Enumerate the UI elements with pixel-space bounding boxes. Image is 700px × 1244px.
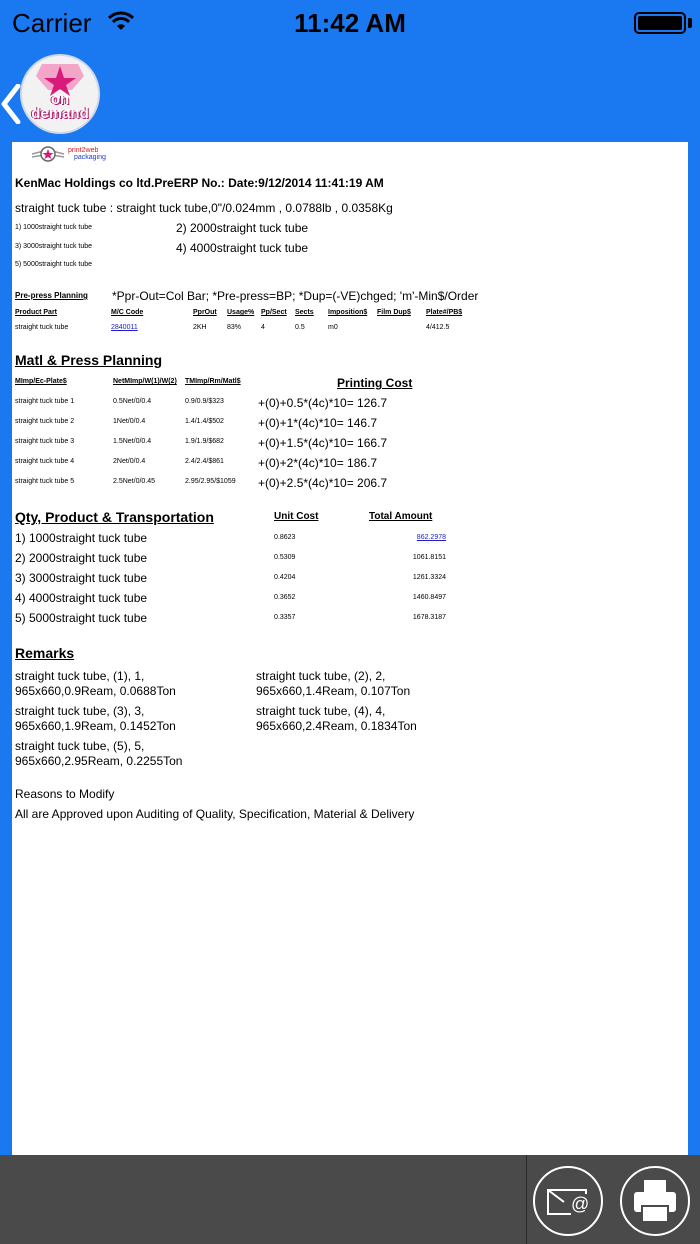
brand-tagline: packaging [74, 154, 106, 161]
remark-line: 965x660,1.9Ream, 0.1452Ton [15, 719, 176, 733]
at-sign: @ [571, 1194, 590, 1214]
remark-line: straight tuck tube, (3), 3, [15, 704, 145, 718]
matl-header-mimp: MImp/Ec-Plate$ [15, 378, 67, 385]
on-demand-logo[interactable] [22, 56, 98, 132]
prepress-header-pprout: PprOut [193, 309, 217, 316]
prepress-header-film-dup: Film Dup$ [377, 309, 411, 316]
qty-option-4: 4) 4000straight tuck tube [176, 241, 309, 255]
matl-row-cost: +(0)+1*(4c)*10= 146.7 [258, 416, 378, 430]
matl-row-net: 2.5Net/0/0.45 [113, 478, 156, 485]
matl-row-tm: 1.9/1.9/$682 [185, 438, 224, 445]
qty-row-total: 1061.8151 [412, 554, 446, 561]
qty-row-total: 1678.3187 [412, 614, 446, 621]
brand-name: print2web [68, 147, 99, 154]
prepress-plate: 4/412.5 [426, 324, 450, 331]
document-header: KenMac Holdings co ltd.PreERP No.: Date:9/12/2014 11:41:19 AM [15, 176, 384, 190]
total-amount-header: Total Amount [369, 511, 433, 522]
remark-line: 965x660,2.4Ream, 0.1834Ton [256, 719, 417, 733]
prepress-header-sects: Sects [295, 309, 314, 316]
matl-header-netmimp: NetMImp/W(1)/W(2) [113, 378, 177, 385]
prepress-legend: *Ppr-Out=Col Bar; *Pre-press=BP; *Dup=(-VE)chged; 'm'-Min$/Order [112, 289, 479, 303]
toolbar-divider [526, 1155, 527, 1244]
prepress-imposition: m0 [328, 324, 338, 331]
printing-cost-header: Printing Cost [337, 376, 413, 390]
prepress-title: Pre-press Planning [15, 291, 88, 300]
matl-row-tm: 1.4/1.4/$502 [185, 418, 224, 425]
prepress-product-part: straight tuck tube [15, 324, 69, 331]
qty-row-total: 1460.8497 [412, 594, 446, 601]
matl-row-net: 0.5Net/0/0.4 [113, 398, 152, 405]
matl-row-net: 2Net/0/0.4 [113, 458, 146, 465]
matl-row-part: straight tuck tube 5 [15, 478, 75, 485]
qty-row-label: 5) 5000straight tuck tube [15, 611, 148, 625]
remark-line: straight tuck tube, (1), 1, [15, 669, 145, 683]
printer-icon [622, 1168, 688, 1234]
email-icon [535, 1168, 601, 1234]
matl-row-part: straight tuck tube 2 [15, 418, 75, 425]
prepress-usage: 83% [227, 324, 242, 331]
remark-line: straight tuck tube, (2), 2, [256, 669, 386, 683]
bottom-toolbar [0, 1155, 700, 1244]
matl-header-tmimp: TMImp/Rm/Matl$ [185, 378, 241, 385]
prepress-header-usage: Usage% [227, 309, 255, 316]
prepress-pprout: 2KH [193, 324, 207, 331]
unit-cost-header: Unit Cost [274, 511, 319, 522]
mc-code-link[interactable]: 2840011 [111, 324, 138, 331]
qty-option-3: 3) 3000straight tuck tube [15, 243, 93, 250]
qty-row-unit-cost: 0.3357 [274, 614, 296, 621]
prepress-header-imposition: Imposition$ [328, 309, 368, 316]
logo-text-demand: demand [31, 105, 89, 122]
matl-row-part: straight tuck tube 4 [15, 458, 75, 465]
prepress-header-plate: Plate#/PB$ [426, 309, 463, 316]
qty-row-label: 3) 3000straight tuck tube [15, 571, 148, 585]
qty-section-title: Qty, Product & Transportation [15, 509, 214, 525]
qty-option-5: 5) 5000straight tuck tube [15, 261, 93, 268]
matl-row-cost: +(0)+2.5*(4c)*10= 206.7 [258, 476, 388, 490]
total-amount-link[interactable]: 862.2978 [416, 534, 446, 541]
prepress-pp-sect: 4 [261, 324, 265, 331]
matl-row-tm: 2.4/2.4/$861 [185, 458, 224, 465]
battery-icon [634, 12, 686, 34]
prepress-header-mc-code: M/C Code [111, 309, 144, 316]
qty-option-1: 1) 1000straight tuck tube [15, 224, 93, 231]
reasons-to-modify-label: Reasons to Modify [15, 787, 115, 801]
remark-line: 965x660,1.4Ream, 0.107Ton [256, 684, 411, 698]
matl-row-net: 1.5Net/0/0.4 [113, 438, 152, 445]
product-description: straight tuck tube : straight tuck tube,0"/0.024mm , 0.0788lb , 0.0358Kg [15, 201, 393, 215]
status-bar [0, 0, 700, 46]
qty-row-label: 4) 4000straight tuck tube [15, 591, 148, 605]
qty-row-unit-cost: 0.4204 [274, 574, 296, 581]
prepress-header-pp-sect: Pp/Sect [261, 309, 287, 316]
matl-row-tm: 0.9/0.9/$323 [185, 398, 224, 405]
back-chevron-icon[interactable] [0, 84, 22, 124]
matl-row-part: straight tuck tube 1 [15, 398, 75, 405]
qty-row-unit-cost: 0.3652 [274, 594, 296, 601]
matl-row-tm: 2.95/2.95/$1059 [185, 478, 236, 485]
carrier-label: Carrier [12, 8, 92, 38]
qty-option-2: 2) 2000straight tuck tube [176, 221, 309, 235]
remarks-title: Remarks [15, 645, 75, 661]
matl-row-cost: +(0)+2*(4c)*10= 186.7 [258, 456, 378, 470]
remark-line: 965x660,2.95Ream, 0.2255Ton [15, 754, 183, 768]
qty-row-unit-cost: 0.5309 [274, 554, 296, 561]
qty-row-label: 2) 2000straight tuck tube [15, 551, 148, 565]
quotation-document [12, 142, 688, 1155]
qty-row-unit-cost: 0.8623 [274, 534, 296, 541]
qty-row-total: 1261.3324 [412, 574, 446, 581]
logo-text-on: on [50, 91, 70, 108]
print2web-logo-icon [30, 145, 66, 163]
approval-statement: All are Approved upon Auditing of Quality, Specification, Material & Delivery [15, 807, 415, 821]
print-button[interactable] [620, 1166, 690, 1236]
clock: 11:42 AM [294, 8, 406, 38]
matl-row-net: 1Net/0/0.4 [113, 418, 146, 425]
matl-row-cost: +(0)+1.5*(4c)*10= 166.7 [258, 436, 388, 450]
email-button[interactable] [533, 1166, 603, 1236]
remark-line: straight tuck tube, (5), 5, [15, 739, 145, 753]
qty-row-label: 1) 1000straight tuck tube [15, 531, 148, 545]
remark-line: straight tuck tube, (4), 4, [256, 704, 386, 718]
matl-press-title: Matl & Press Planning [15, 352, 163, 368]
remark-line: 965x660,0.9Ream, 0.0688Ton [15, 684, 176, 698]
prepress-sects: 0.5 [295, 324, 305, 331]
prepress-header-product-part: Product Part [15, 309, 58, 316]
matl-row-part: straight tuck tube 3 [15, 438, 75, 445]
matl-row-cost: +(0)+0.5*(4c)*10= 126.7 [258, 396, 388, 410]
